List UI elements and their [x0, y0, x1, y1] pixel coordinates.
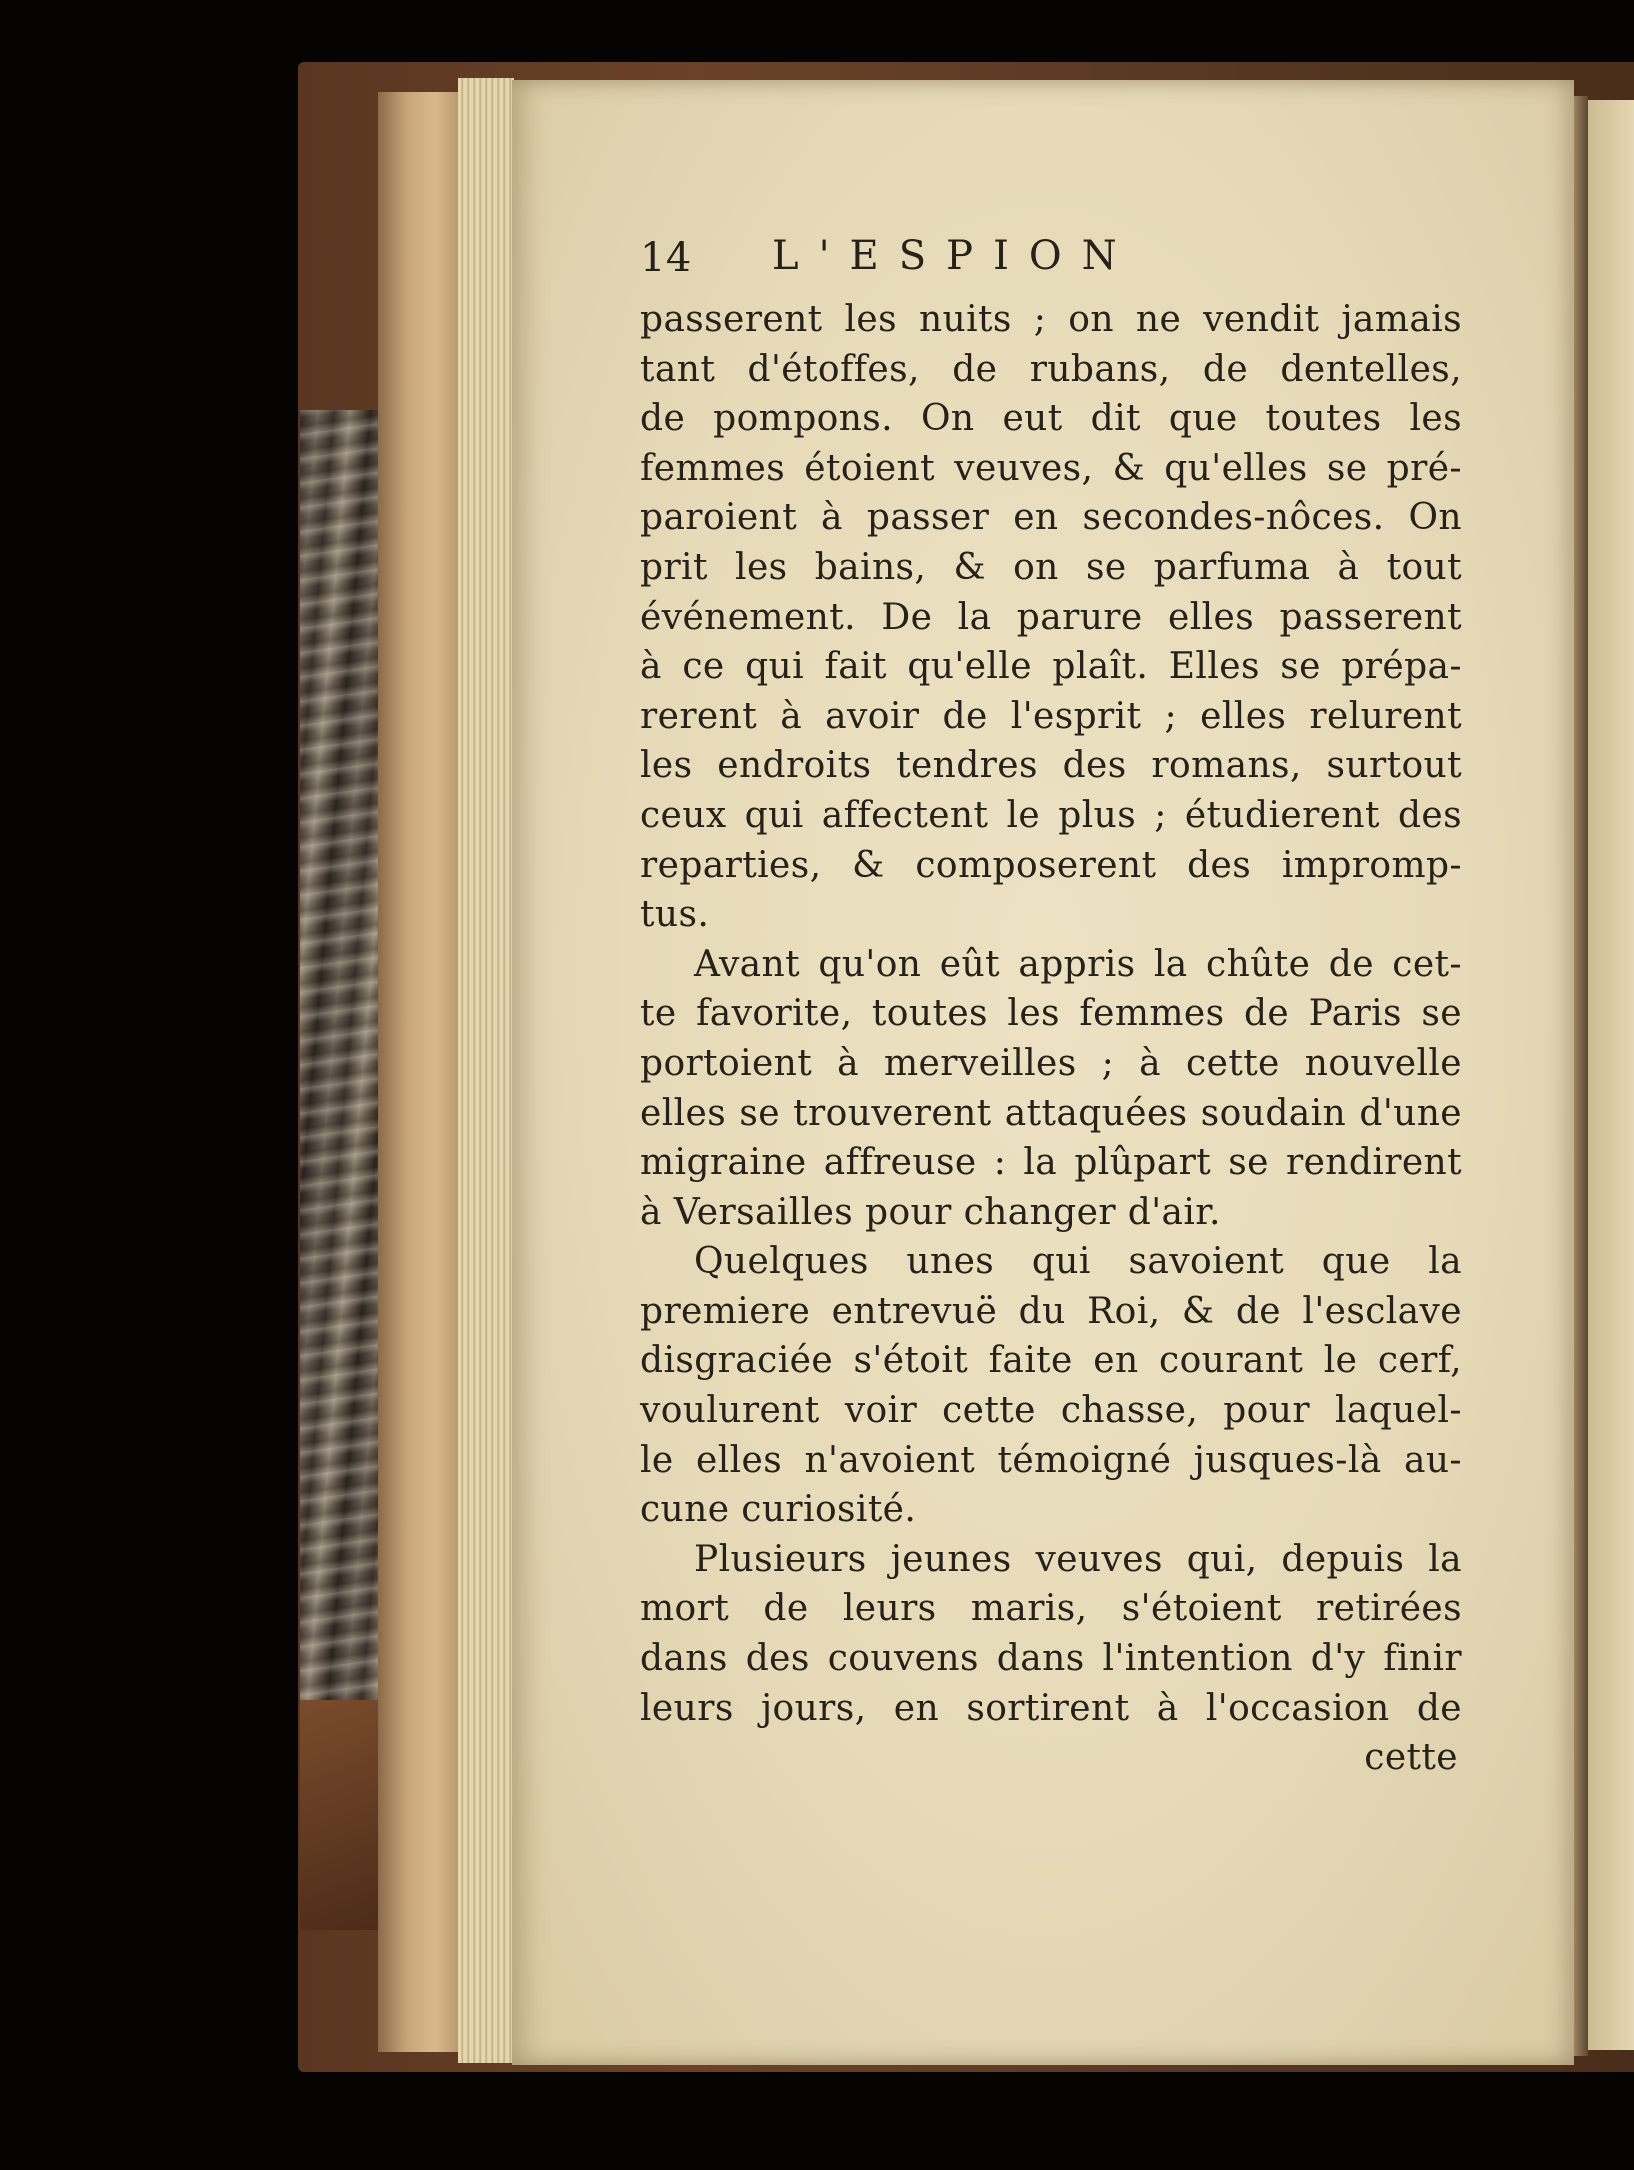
text-line: reparties, & composerent des impromp- — [640, 844, 1462, 886]
text-line: cune curiosité. — [640, 1489, 917, 1531]
text-line: voulurent voir cette chasse, pour laquel- — [640, 1390, 1462, 1432]
text-line: tus. — [640, 894, 710, 936]
text-line: événement. De la parure elles passerent — [640, 596, 1462, 638]
text-line: disgraciée s'étoit faite en courant le cerf, — [640, 1340, 1462, 1382]
running-head: L'ESPION — [772, 233, 1137, 279]
text-line: portoient à merveilles ; à cette nouvelle — [640, 1042, 1462, 1084]
text-line: femmes étoient veuves, & qu'elles se pré- — [640, 447, 1462, 489]
paragraph — [640, 295, 1462, 940]
text-line: les endroits tendres des romans, surtout — [640, 745, 1462, 787]
paragraph — [640, 1237, 1462, 1535]
leather-corner — [300, 1700, 380, 1930]
text-block — [640, 225, 1462, 1783]
facing-page — [1588, 100, 1634, 2050]
text-line: de pompons. On eut dit que toutes les — [640, 398, 1462, 440]
text-line: passerent les nuits ; on ne vendit jamais — [640, 299, 1462, 340]
page-edges — [458, 78, 514, 2063]
page-number: 14 — [640, 235, 692, 281]
catchword: cette — [1364, 1737, 1458, 1779]
paragraph — [640, 1535, 1462, 1733]
text-line: à ce qui fait qu'elle plaît. Elles se prépa- — [640, 646, 1462, 688]
text-line: tant d'étoffes, de rubans, de dentelles, — [640, 348, 1462, 390]
marbled-endpaper — [300, 410, 378, 1780]
text-line: Quelques unes qui savoient que la — [694, 1241, 1462, 1283]
text-line: mort de leurs maris, s'étoient retirées — [640, 1588, 1462, 1630]
text-line: ceux qui affectent le plus ; étudierent des — [640, 794, 1462, 836]
text-line: Plusieurs jeunes veuves qui, depuis la — [694, 1538, 1462, 1580]
text-line: à Versailles pour changer d'air. — [640, 1191, 1221, 1233]
text-line: leurs jours, en sortirent à l'occasion de — [640, 1687, 1462, 1729]
pastedown-page — [378, 92, 460, 2052]
page-header — [640, 225, 1462, 295]
text-line: migraine affreuse : la plûpart se rendirent — [640, 1142, 1462, 1184]
text-line: Avant qu'on eût appris la chûte de cet- — [694, 943, 1462, 985]
text-line: prit les bains, & on se parfuma à tout — [640, 546, 1462, 588]
text-line: paroient à passer en secondes-nôces. On — [640, 497, 1462, 539]
text-line: dans des couvens dans l'intention d'y finir — [640, 1638, 1462, 1680]
text-line: te favorite, toutes les femmes de Paris se — [640, 993, 1462, 1035]
text-line: rerent à avoir de l'esprit ; elles relurent — [640, 695, 1462, 737]
paragraph — [640, 940, 1462, 1238]
text-line: premiere entrevuë du Roi, & de l'esclave — [640, 1290, 1462, 1332]
gutter — [1574, 96, 1588, 2056]
text-line: elles se trouverent attaquées soudain d'une — [640, 1092, 1462, 1134]
text-line: le elles n'avoient témoigné jusques-là au- — [640, 1439, 1462, 1481]
